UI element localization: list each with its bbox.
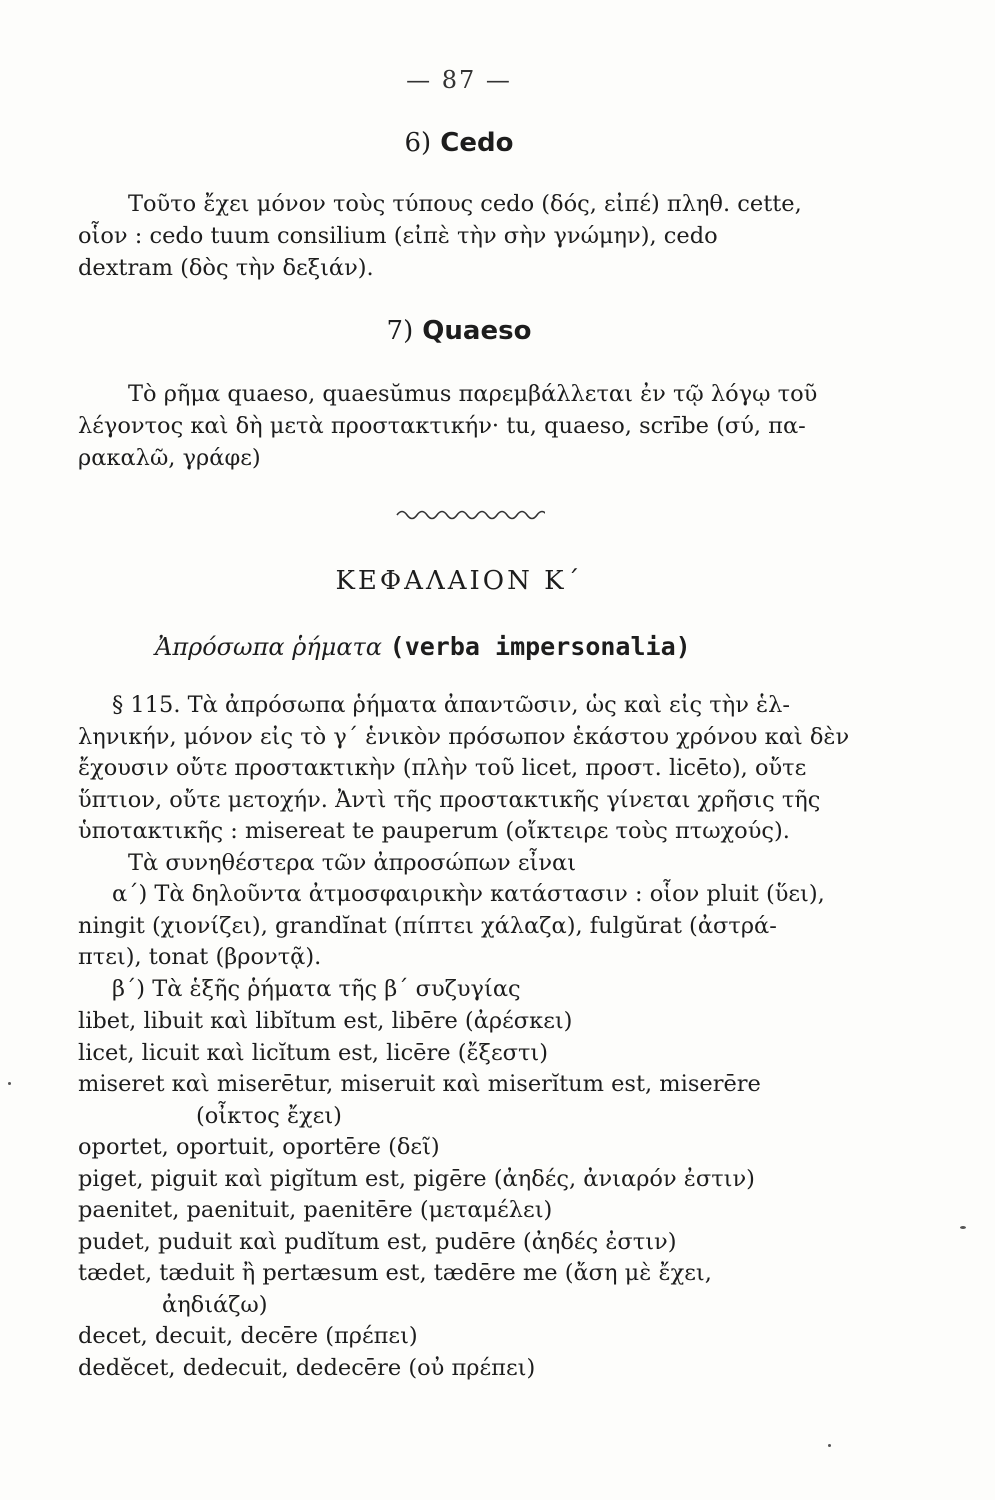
section-7-title: Quaeso <box>422 316 532 346</box>
text-line: Τοῦτο ἔχει μόνον τοὺς τύπους cedo (δός, εἰπέ) πληθ. cette, <box>128 191 802 217</box>
list-item: paenitet, paenituit, paenitēre (μεταμέλει) <box>78 1197 553 1223</box>
list-item: piget, piguit καὶ pigĭtum est, pigēre (ἀηδές, ἀνιαρόν ἐστιν) <box>78 1165 755 1192</box>
list-item: pudet, puduit καὶ pudĭtum est, pudēre (ἀηδές ἐστιν) <box>78 1228 677 1255</box>
text-line: πτει), tonat (βροντᾷ). <box>78 944 322 970</box>
subtitle-greek: Ἀπρόσωπα ῥήματα <box>155 633 383 661</box>
list-item: licet, licuit καὶ licĭtum est, licēre (ἔξεστι) <box>78 1039 549 1066</box>
text-line: dextram (δὸς τὴν δεξιάν). <box>78 255 374 281</box>
text-line: ὕπτιον, οὔτε μετοχήν. Ἀντὶ τῆς προστακτικῆς γίνεται χρῆσις τῆς <box>78 786 821 813</box>
scan-speck <box>828 1444 831 1447</box>
list-item: dedĕcet, dedecuit, dedecēre (οὐ πρέπει) <box>78 1354 536 1381</box>
list-item: libet, libuit καὶ libĭtum est, libēre (ἀρέσκει) <box>78 1008 573 1034</box>
list-item: oportet, oportuit, oportēre (δεῖ) <box>78 1134 440 1160</box>
wavy-divider-ornament <box>395 506 545 524</box>
list-item: tædet, tæduit ἢ pertæsum est, tædēre me (ἄση μὲ ἔχει, <box>78 1260 712 1286</box>
section-6-text <box>78 188 856 284</box>
list-item: miseret καὶ miserētur, miseruit καὶ miserĭtum est, miserēre <box>78 1071 761 1097</box>
section-6-title: Cedo <box>440 128 514 158</box>
text-line: ληνικήν, μόνον εἰς τὸ γ΄ ἑνικὸν πρόσωπον ἑκάστου χρόνου καὶ δὲν <box>78 723 850 750</box>
chapter-subtitle <box>155 632 875 661</box>
text-line: ὑποτακτικῆς : misereat te pauperum (οἴκτειρε τοὺς πτωχούς). <box>78 818 790 844</box>
section-7-text <box>78 378 856 474</box>
chapter-title: ΚΕΦΑΛΑΙΟΝ Κ΄ <box>335 566 583 596</box>
list-item-continuation: (οἶκτος ἔχει) <box>196 1102 342 1129</box>
text-line: ρακαλῶ, γράφε) <box>78 445 261 471</box>
text-line: § 115. Τὰ ἀπρόσωπα ῥήματα ἀπαντῶσιν, ὡς καὶ εἰς τὴν ἑλ- <box>112 692 790 718</box>
text-line: β΄) Τὰ ἑξῆς ῥήματα τῆς β΄ συζυγίας <box>112 975 521 1002</box>
list-item-continuation: ἀηδιάζω) <box>162 1291 268 1318</box>
scan-speck <box>8 1082 11 1085</box>
paragraph-115 <box>78 690 856 1005</box>
text-line: ningit (χιονίζει), grandĭnat (πίπτει χάλαζα), fulgŭrat (ἀστρά- <box>78 912 777 939</box>
text-line: οἷον : cedo tuum consilium (εἰπὲ τὴν σὴν γνώμην), cedo <box>78 223 718 249</box>
scan-speck <box>960 1226 966 1229</box>
section-6-heading <box>0 128 918 158</box>
text-line: λέγοντος καὶ δὴ μετὰ προστακτικήν· tu, quaeso, scrībe (σύ, πα- <box>78 413 806 439</box>
text-line: Τὰ συνηθέστερα τῶν ἀπροσώπων εἶναι <box>128 849 577 876</box>
section-7-heading <box>0 316 918 346</box>
section-6-number: 6) <box>404 128 432 158</box>
impersonal-verb-list <box>78 1006 878 1384</box>
page-number: — 87 — <box>406 66 512 94</box>
section-7-number: 7) <box>386 316 414 346</box>
text-line: Τὸ ρῆμα quaeso, quaesŭmus παρεμβάλλεται ἐν τῷ λόγῳ τοῦ <box>128 381 818 407</box>
subtitle-latin: (verba impersonalia) <box>389 632 691 661</box>
list-item: decet, decuit, decēre (πρέπει) <box>78 1323 418 1349</box>
text-line: α΄) Τὰ δηλοῦντα ἀτμοσφαιρικὴν κατάστασιν : οἷον pluit (ὕει), <box>112 881 825 907</box>
text-line: ἔχουσιν οὔτε προστακτικὴν (πλὴν τοῦ licet, προστ. licēto), οὔτε <box>78 755 807 781</box>
